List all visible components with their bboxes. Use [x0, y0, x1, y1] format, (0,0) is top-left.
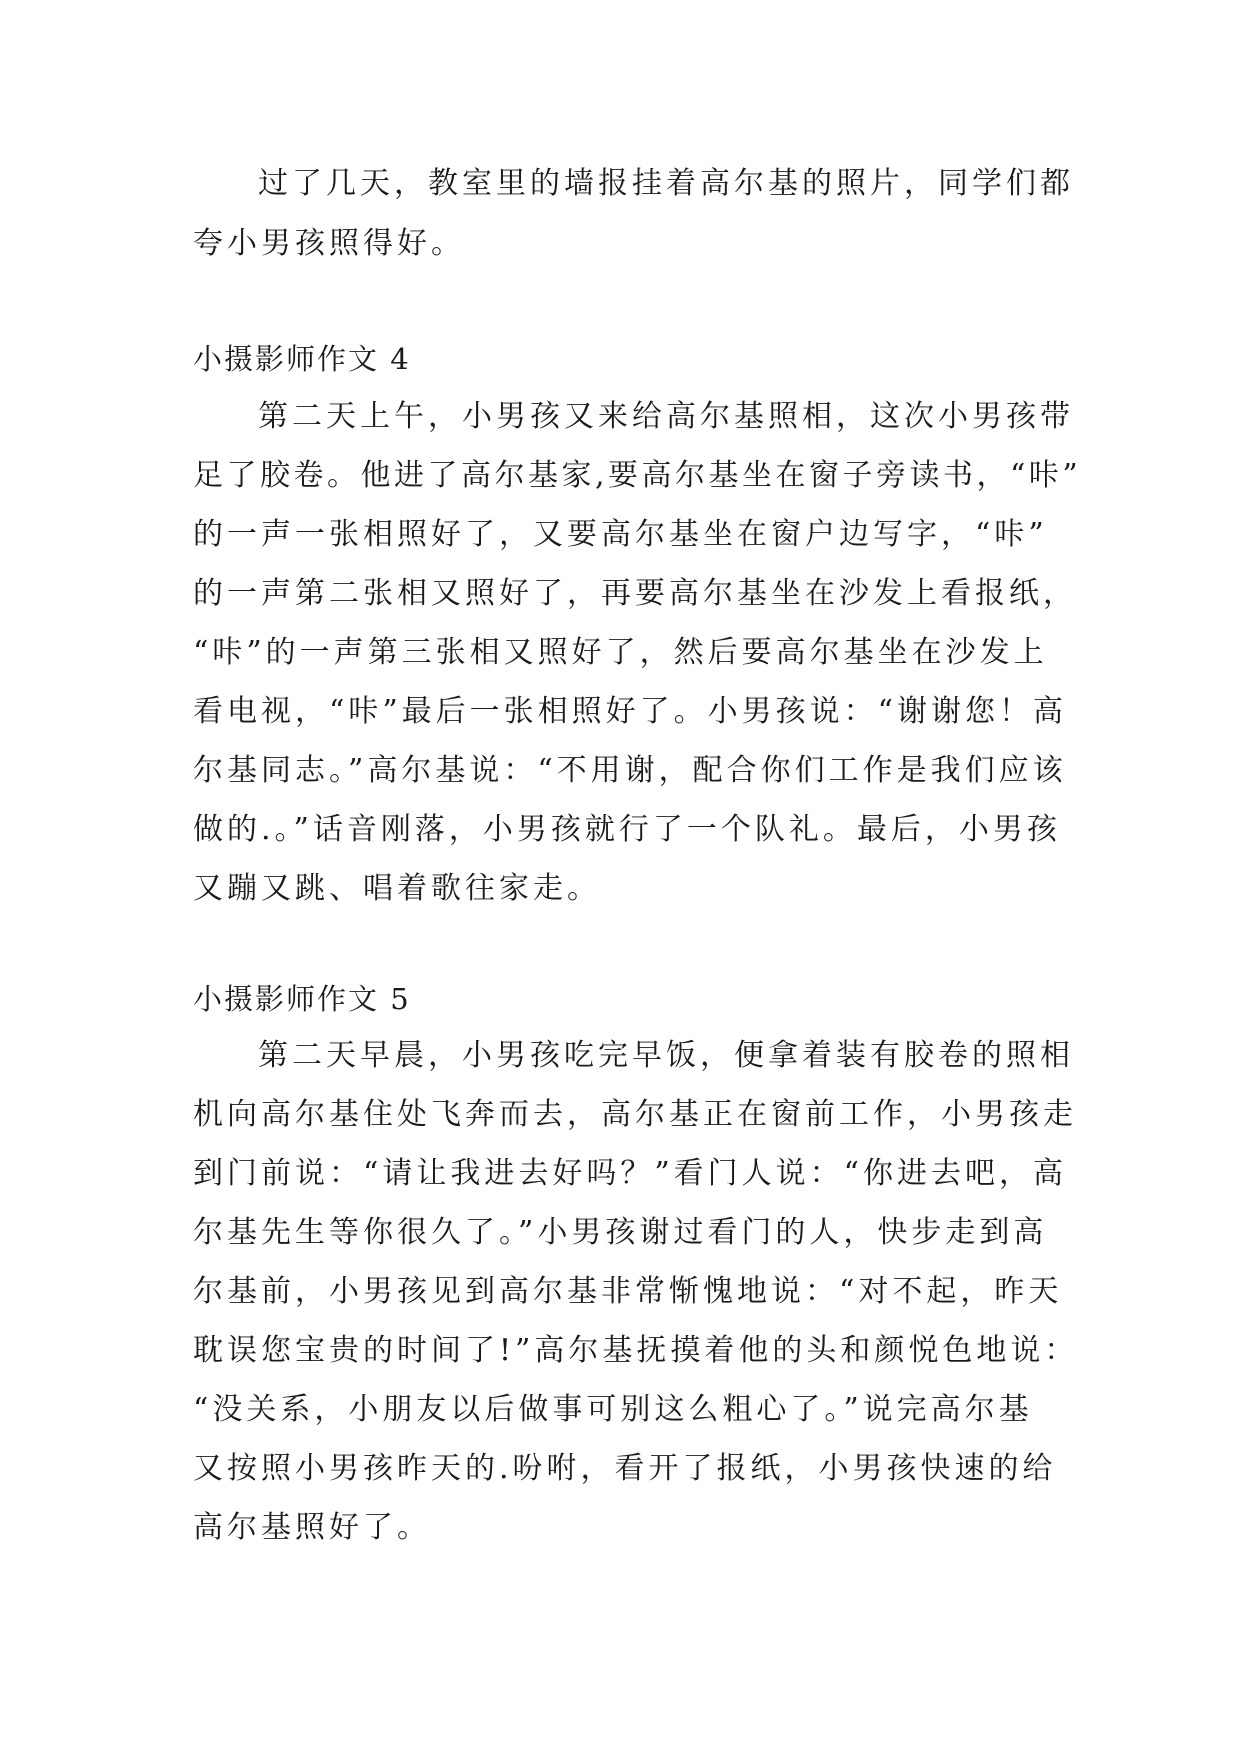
paragraph-line: 耽误您宝贵的时间了!”高尔基抚摸着他的头和颜悦色地说： [193, 1333, 1079, 1368]
section-heading: 小摄影师作文 5 [193, 982, 411, 1016]
paragraph-line: 又蹦又跳、唱着歌往家走。 [193, 871, 601, 906]
paragraph-line: 的一声一张相照好了，又要高尔基坐在窗户边写字，“咔” [193, 517, 1048, 552]
paragraph-line: 第二天上午，小男孩又来给高尔基照相，这次小男孩带 [258, 399, 1074, 434]
paragraph-line: “没关系，小朋友以后做事可别这么粗心了。”说完高尔基 [193, 1392, 1033, 1427]
paragraph-line: 尔基先生等你很久了。”小男孩谢过看门的人，快步走到高 [193, 1215, 1048, 1250]
paragraph-line: 尔基前，小男孩见到高尔基非常惭愧地说：“对不起，昨天 [193, 1274, 1063, 1309]
paragraph-line: 足了胶卷。他进了高尔基家,要高尔基坐在窗子旁读书，“咔” [193, 458, 1082, 493]
paragraph-line: 做的.。”话音刚落，小男孩就行了一个队礼。最后，小男孩 [193, 812, 1061, 847]
paragraph-line: 过了几天，教室里的墙报挂着高尔基的照片，同学们都 [258, 166, 1074, 201]
paragraph-line: 第二天早晨，小男孩吃完早饭，便拿着装有胶卷的照相 [258, 1038, 1074, 1073]
paragraph-line: 的一声第二张相又照好了，再要高尔基坐在沙发上看报纸， [193, 576, 1077, 611]
paragraph-line: “咔”的一声第三张相又照好了，然后要高尔基坐在沙发上 [193, 635, 1048, 670]
paragraph-line: 尔基同志。”高尔基说：“不用谢，配合你们工作是我们应该 [193, 753, 1067, 788]
paragraph-line: 看电视，“咔”最后一张相照好了。小男孩说：“谢谢您！高 [193, 694, 1068, 729]
paragraph-line: 高尔基照好了。 [193, 1510, 431, 1545]
section-heading: 小摄影师作文 4 [193, 342, 411, 376]
paragraph-line: 又按照小男孩昨天的.吩咐，看开了报纸，小男孩快速的给 [193, 1451, 1057, 1486]
paragraph-line: 夸小男孩照得好。 [193, 226, 465, 261]
paragraph-line: 到门前说：“请让我进去好吗？”看门人说：“你进去吧，高 [193, 1156, 1068, 1191]
paragraph-line: 机向高尔基住处飞奔而去，高尔基正在窗前工作，小男孩走 [193, 1097, 1077, 1132]
